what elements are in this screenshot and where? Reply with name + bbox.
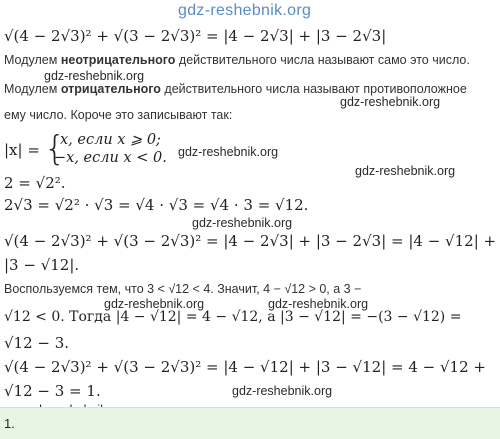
abs-lhs: |x| = <box>4 141 40 159</box>
def-text: Модулем <box>4 53 61 67</box>
def-bold: неотрицательного <box>60 53 176 67</box>
def-text: Модулем <box>4 82 61 96</box>
watermark: gdz-reshebnik.org <box>104 297 205 311</box>
equation-2b: |3 − √12|. <box>4 256 80 274</box>
brace: { <box>44 129 66 169</box>
def-text: действительного числа называют противоположное <box>160 82 467 96</box>
def-text: действительного числа называют само это число. <box>175 53 470 67</box>
root-chain: 2√3 = √2² · √3 = √4 · √3 = √4 · 3 = √12. <box>4 196 309 214</box>
watermark: gdz-reshebnik.org <box>355 164 456 178</box>
definition-negative-cont: ему число. Короче это записывают так: <box>4 108 233 122</box>
final-equation-b: √12 − 3 = 1. <box>4 382 101 400</box>
case-nonnegative: x, если x ⩾ 0; <box>60 132 161 148</box>
top-equation: √(4 − 2√3)² + √(3 − 2√3)² = |4 − 2√3| + |3 − 2√3| <box>4 27 387 45</box>
watermark: gdz-reshebnik.org <box>44 69 145 83</box>
since-line-a: Воспользуемся тем, что 3 < √12 < 4. Значит, 4 − √12 > 0, а 3 − <box>4 282 362 296</box>
equation-2a: √(4 − 2√3)² + √(3 − 2√3)² = |4 − 2√3| + |3 − 2√3| = |4 − √12| + <box>4 232 497 250</box>
definition-negative <box>4 82 467 96</box>
watermark: gdz-reshebnik.org <box>268 297 369 311</box>
watermark: gdz-reshebnik.org <box>340 95 441 109</box>
watermark: gdz-reshebnik.org <box>178 145 279 159</box>
since-line-b: √12 < 0. Тогда |4 − √12| = 4 − √12, а |3 − √12| = −(3 − √12) = <box>4 309 462 325</box>
def-bold: отрицательного <box>60 82 161 96</box>
since-line-c: √12 − 3. <box>4 334 70 352</box>
watermark: gdz-reshebnik.org <box>232 384 333 398</box>
answer-bar <box>0 407 500 439</box>
definition-nonnegative <box>4 53 470 67</box>
final-equation-a: √(4 − 2√3)² + √(3 − 2√3)² = |4 − √12| + |3 − √12| = 4 − √12 + <box>4 358 486 376</box>
two-equals: 2 = √2². <box>4 174 66 192</box>
answer-number: 1. <box>4 416 15 431</box>
case-negative: −x, если x < 0. <box>54 150 167 166</box>
watermark-top: gdz-reshebnik.org <box>178 2 312 19</box>
watermark: gdz-reshebnik.org <box>192 216 293 230</box>
